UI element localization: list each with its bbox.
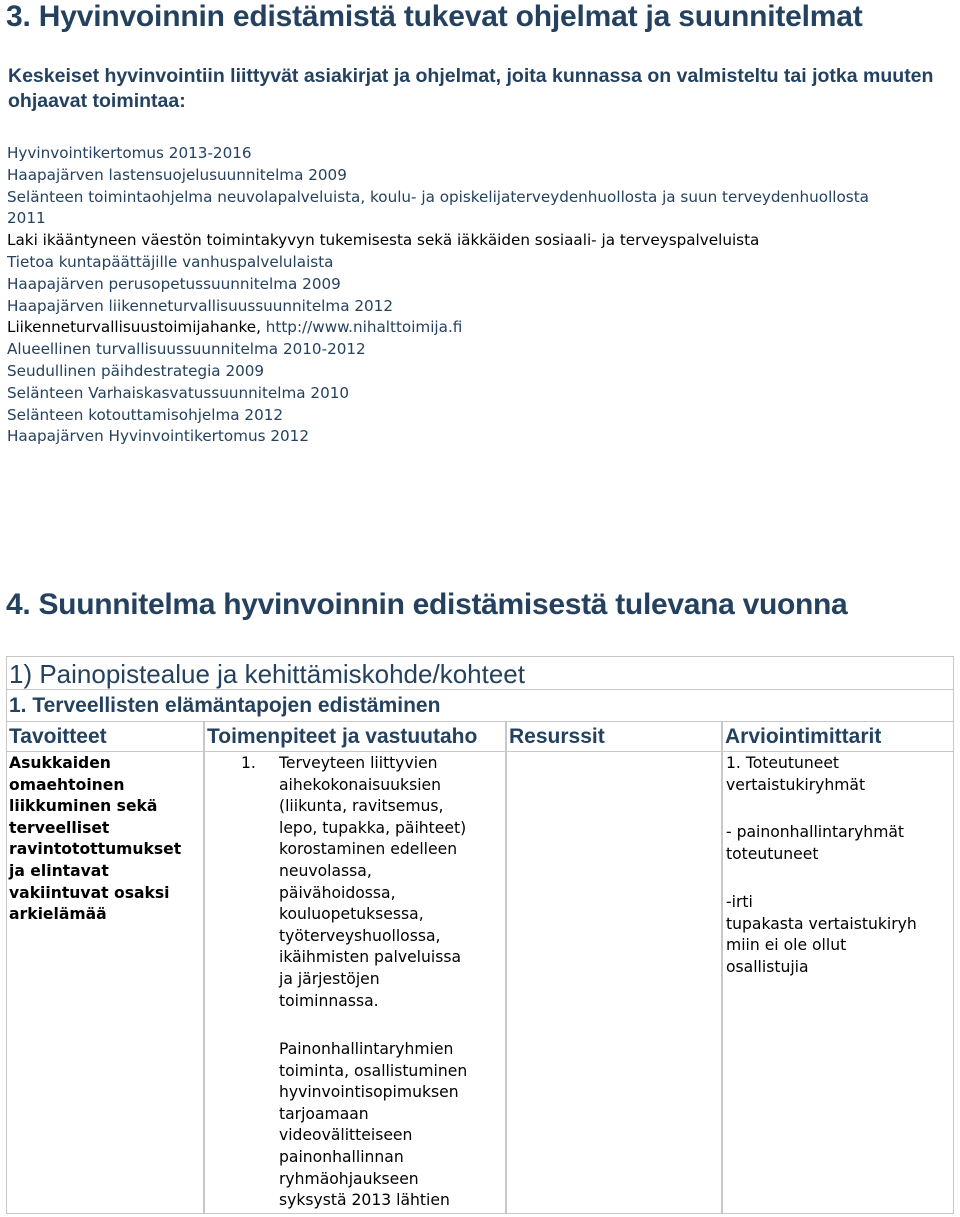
documents-intro: Keskeiset hyvinvointiin liittyvät asiakirjat ja ohjelmat, joita kunnassa on valmisteltu tai jotka muuten ohjaavat toimintaa: bbox=[8, 65, 934, 112]
list-item: Haapajärven perusopetussuunnitelma 2009 bbox=[7, 274, 341, 293]
focus-area-title: 1) Painopistealue ja kehittämiskohde/kohteet bbox=[6, 656, 954, 690]
list-item: Laki ikääntyneen väestön toimintakyvyn tukemisesta sekä iäkkäiden sosiaali- ja terveyspalveluista bbox=[7, 231, 760, 250]
goal-text: Asukkaiden omaehtoinen liikkuminen sekä terveelliset ravintotottumukset ja elintavat vakiintuvat osaksi arkielämää bbox=[9, 754, 182, 924]
list-item: Selänteen Varhaiskasvatussuunnitelma 2010 bbox=[7, 383, 350, 402]
actions-cell bbox=[204, 752, 506, 1214]
list-item: Seudullinen päihdestrategia 2009 bbox=[7, 361, 265, 380]
list-item: Haapajärven Hyvinvointikertomus 2012 bbox=[7, 427, 309, 446]
table-header-actions: Toimenpiteet ja vastuutaho bbox=[204, 722, 506, 752]
list-item: Hyvinvointikertomus 2013-2016 bbox=[7, 144, 252, 162]
list-item: Haapajärven lastensuojelusuunnitelma 2009 bbox=[7, 165, 347, 184]
list-item: Selänteen kotouttamisohjelma 2012 bbox=[7, 405, 284, 424]
section-3-heading: 3. Hyvinvoinnin edistämistä tukevat ohjelmat ja suunnitelmat bbox=[6, 0, 863, 33]
table-header-resources: Resurssit bbox=[506, 722, 722, 752]
resources-cell bbox=[506, 752, 722, 1214]
list-item bbox=[7, 317, 907, 339]
action-number: 1. bbox=[241, 754, 256, 772]
metrics-cell bbox=[722, 752, 954, 1214]
list-item: Haapajärven liikenneturvallisuussuunnitelma 2012 bbox=[7, 296, 393, 315]
goals-cell bbox=[6, 752, 204, 1214]
list-item: Tietoa kuntapäättäjille vanhuspalvelulaista bbox=[7, 252, 334, 271]
focus-area-subtitle: 1. Terveellisten elämäntapojen edistäminen bbox=[6, 690, 954, 722]
action-health-topics: Terveyteen liittyvien aihekokonaisuuksien (liikunta, ravitsemus, lepo, tupakka, päihteet) korostaminen edelleen neuvolassa, päivähoidossa, kouluopetuksessa, työterveyshuollossa, ikäihmisten palveluissa ja järjestöjen toiminnassa. bbox=[279, 754, 467, 1010]
documents-list bbox=[7, 143, 907, 448]
action-weight-groups: Painonhallintaryhmien toiminta, osallistuminen hyvinvointisopimuksen tarjoamaan videovälitteiseen painonhallinnan ryhmäohjaukseen syksystä 2013 lähtien bbox=[279, 1040, 468, 1210]
list-item: Selänteen toimintaohjelma neuvolapalveluista, koulu- ja opiskelijaterveydenhuollosta ja suun terveydenhuollosta 2011 bbox=[7, 187, 869, 228]
metric-weight-groups: - painonhallintaryhmät toteutuneet bbox=[726, 823, 905, 863]
list-item-label: Liikenneturvallisuustoimijahanke, bbox=[7, 318, 266, 337]
table-header-metrics: Arviointimittarit bbox=[722, 722, 954, 752]
project-link[interactable]: http://www.nihalttoimija.fi bbox=[265, 318, 463, 337]
table-header-goals: Tavoitteet bbox=[6, 722, 204, 752]
section-4-heading: 4. Suunnitelma hyvinvoinnin edistämisestä tulevana vuonna bbox=[6, 588, 848, 621]
metric-peer-groups: 1. Toteutuneet vertaistukiryhmät bbox=[726, 754, 866, 794]
metric-smoking-groups: -irti tupakasta vertaistukiryh miin ei ole ollut osallistujia bbox=[726, 893, 917, 976]
list-item: Alueellinen turvallisuussuunnitelma 2010-2012 bbox=[7, 340, 366, 359]
